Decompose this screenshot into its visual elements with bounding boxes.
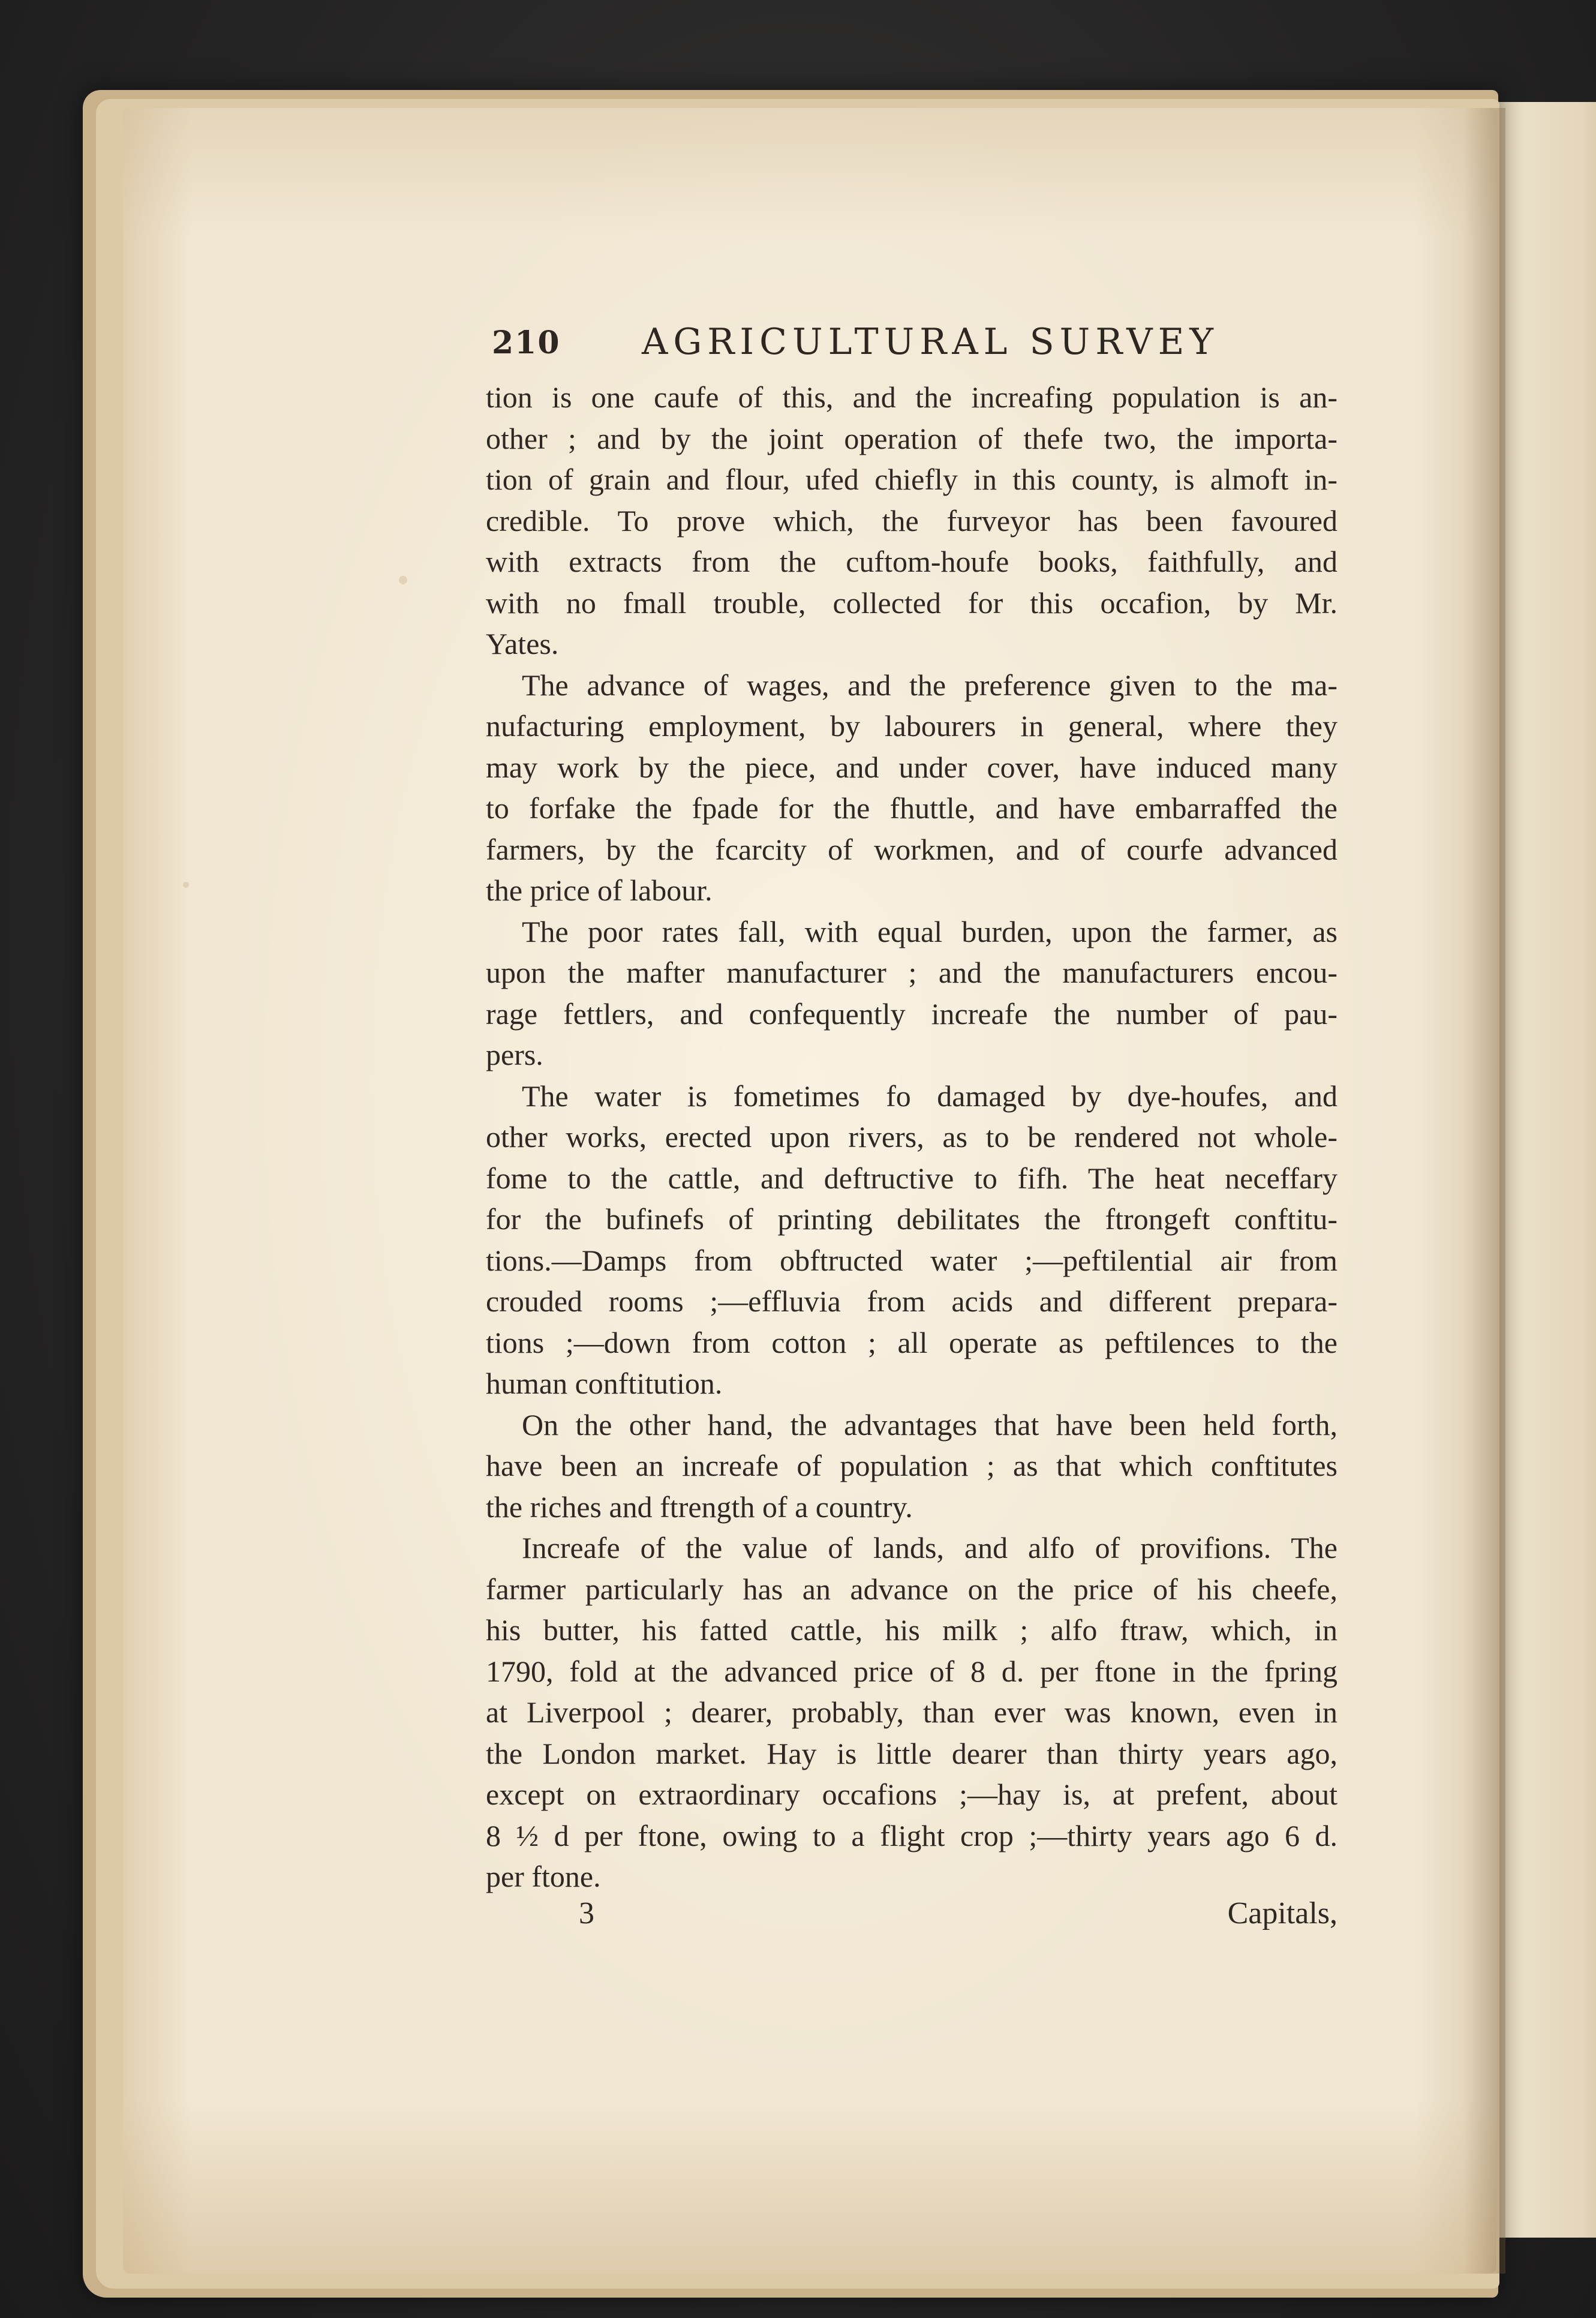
text-line: Yates.: [486, 627, 559, 660]
page-number: 210: [492, 325, 561, 361]
text-line: On the other hand, the advantages that have been held forth,: [522, 1407, 1337, 1442]
text-line: the riches and ftrength of a country.: [486, 1490, 913, 1524]
text-line: the price of labour.: [486, 873, 713, 907]
text-line: The advance of wages, and the preference given to the ma-: [522, 668, 1337, 702]
spine-shadow: [1463, 108, 1505, 2274]
paragraph: [486, 665, 1337, 911]
text-line: farmers, by the fcarcity of workmen, and of courfe advanced: [486, 832, 1337, 866]
text-line: tion of grain and flour, ufed chiefly in this county, is almoft in-: [486, 463, 1337, 496]
foxing-spot: [183, 882, 189, 888]
text-line: to forfake the fpade for the fhuttle, and have embarraffed the: [486, 791, 1337, 825]
paragraph: [486, 1404, 1337, 1528]
text-line: the London market. Hay is little dearer than thirty years ago,: [486, 1736, 1337, 1770]
text-line: with no fmall trouble, collected for this occafion, by Mr.: [486, 585, 1337, 620]
text-line: credible. To prove which, the furveyor has been favoured: [486, 503, 1337, 538]
text-line: tions.—Damps from obftructed water ;—peftilential air from: [486, 1243, 1337, 1277]
catchword: Capitals,: [1227, 1896, 1337, 1930]
text-line: other works, erected upon rivers, as to be rendered not whole-: [486, 1120, 1337, 1154]
text-line: his butter, his fatted cattle, his milk ; alfo ftraw, which, in: [486, 1613, 1337, 1647]
body-text: [486, 377, 1337, 1897]
text-line: may work by the piece, and under cover, have induced many: [486, 750, 1337, 784]
text-line: crouded rooms ;—effluvia from acids and different prepara-: [486, 1284, 1337, 1318]
text-line: The poor rates fall, with equal burden, upon the farmer, as: [522, 914, 1337, 948]
paragraph: [486, 911, 1337, 1076]
text-line: for the bufinefs of printing debilitates the ftrongeft conftitu-: [486, 1202, 1337, 1236]
text-line: farmer particularly has an advance on the price of his cheefe,: [486, 1572, 1337, 1606]
text-line: fome to the cattle, and deftructive to fifh. The heat neceffary: [486, 1161, 1337, 1195]
text-line: nufacturing employment, by labourers in general, where they: [486, 709, 1337, 743]
text-line: rage fettlers, and confequently increafe the number of pau-: [486, 996, 1337, 1031]
text-line: tion is one caufe of this, and the increafing population is an-: [486, 380, 1337, 414]
page-footer: [486, 1896, 1337, 1938]
text-line: have been an increafe of population ; as that which conftitutes: [486, 1449, 1337, 1482]
running-head: [492, 321, 1571, 369]
text-line: except on extraordinary occafions ;—hay is, at prefent, about: [486, 1777, 1337, 1811]
foxing-spot: [399, 576, 407, 584]
running-title: AGRICULTURAL SURVEY: [642, 321, 1219, 363]
text-line: with extracts from the cuftom-houfe books, faithfully, and: [486, 545, 1337, 578]
text-line: upon the mafter manufacturer ; and the manufacturers encou-: [486, 956, 1337, 989]
text-line: 1790, fold at the advanced price of 8 d. per ftone in the fpring: [486, 1654, 1337, 1688]
text-line: human conftitution.: [486, 1367, 723, 1400]
text-line: tions ;—down from cotton ; all operate as peftilences to the: [486, 1325, 1337, 1359]
text-line: at Liverpool ; dearer, probably, than ever was known, even in: [486, 1695, 1337, 1729]
paragraph: [486, 1076, 1337, 1404]
text-line: Increafe of the value of lands, and alfo of provifions. The: [522, 1531, 1337, 1565]
text-line: per ftone.: [486, 1860, 601, 1893]
paragraph: [486, 1527, 1337, 1897]
text-line: 8 ½ d per ftone, owing to a flight crop ;—thirty years ago 6 d.: [486, 1818, 1337, 1852]
paragraph: [486, 377, 1337, 665]
signature-mark: 3: [579, 1896, 594, 1930]
text-line: The water is fometimes fo damaged by dye-houfes, and: [522, 1079, 1337, 1113]
text-line: other ; and by the joint operation of thefe two, the importa-: [486, 421, 1337, 455]
text-line: pers.: [486, 1038, 543, 1071]
